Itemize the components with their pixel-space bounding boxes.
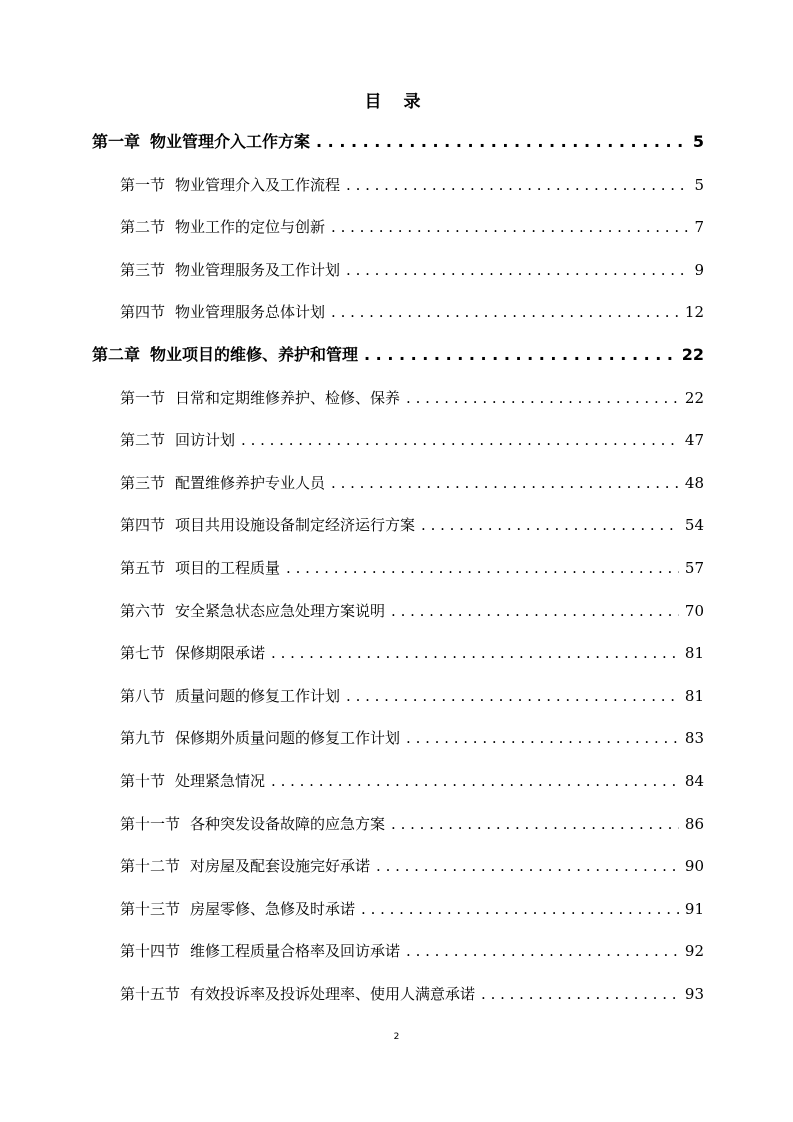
toc-section-entry[interactable] (120, 849, 704, 883)
toc-section-entry[interactable] (120, 721, 704, 755)
toc-entry-page: 83 (684, 729, 704, 748)
toc-entry-page: 22 (684, 388, 704, 407)
toc-section-entry[interactable] (120, 168, 704, 202)
toc-entry-number: 第七节 (120, 644, 166, 663)
toc-entry-title: 维修工程质量合格率及回访承诺 (190, 942, 401, 961)
toc-entry-page: 91 (684, 899, 704, 918)
toc-dot-leader (241, 423, 679, 457)
toc-entry-title: 物业管理介入及工作流程 (175, 175, 341, 194)
toc-chapter-entry[interactable] (92, 338, 704, 372)
toc-entry-number: 第三节 (120, 473, 166, 492)
toc-entry-number: 第一章 (92, 132, 141, 151)
toc-entry-number: 第六节 (120, 601, 166, 620)
toc-entry-number: 第十节 (120, 772, 166, 790)
toc-dot-leader (361, 892, 679, 926)
toc-entry-number: 第十二节 (120, 857, 181, 876)
toc-section-entry[interactable] (120, 381, 704, 415)
toc-entry-title: 物业管理介入工作方案 (150, 132, 311, 151)
toc-entry-number: 第四节 (120, 303, 166, 322)
toc-entry-page: 54 (684, 516, 704, 535)
toc-entry-title: 保修期外质量问题的修复工作计划 (175, 729, 401, 748)
toc-entry-number: 第四节 (120, 516, 166, 535)
toc-dot-leader (346, 679, 679, 713)
toc-entry-number: 第二章 (92, 345, 141, 364)
toc-entry-title: 物业工作的定位与创新 (175, 218, 326, 237)
toc-entry-number: 第十一节 (120, 814, 181, 833)
toc-entry-page: 70 (684, 601, 704, 620)
toc-section-entry[interactable] (120, 253, 704, 287)
toc-dot-leader (331, 210, 688, 244)
toc-entry-page: 12 (684, 303, 704, 322)
toc-section-entry[interactable] (120, 295, 704, 329)
toc-section-entry[interactable] (120, 636, 704, 670)
toc-dot-leader (346, 253, 688, 287)
toc-entry-number: 第十四节 (120, 942, 181, 961)
toc-entry-page: 92 (684, 942, 704, 961)
toc-section-entry[interactable] (120, 210, 704, 244)
toc-dot-leader (391, 807, 679, 841)
toc-title: 目 录 (364, 92, 429, 112)
toc-entry-number: 第二节 (120, 431, 166, 450)
page-number: 2 (393, 1032, 400, 1042)
toc-entry-page: 5 (692, 132, 704, 151)
toc-section-entry[interactable] (120, 934, 704, 968)
toc-section-entry[interactable] (120, 508, 704, 542)
toc-dot-leader (271, 636, 679, 670)
toc-entry-page: 47 (684, 431, 704, 450)
toc-entry-title: 回访计划 (175, 431, 236, 450)
toc-dot-leader (376, 849, 679, 883)
toc-dot-leader (331, 295, 679, 329)
toc-entry-number: 第九节 (120, 729, 166, 748)
toc-entry-title: 各种突发设备故障的应急方案 (190, 814, 386, 833)
toc-dot-leader (331, 466, 679, 500)
toc-section-entry[interactable] (120, 679, 704, 713)
toc-entry-number: 第一节 (120, 388, 166, 407)
toc-dot-leader (391, 594, 679, 628)
toc-entry-title: 物业管理服务总体计划 (175, 303, 326, 322)
toc-entry-title: 保修期限承诺 (175, 644, 266, 663)
toc-entry-page: 81 (684, 686, 704, 705)
toc-entry-page: 84 (684, 772, 704, 790)
toc-entry-title: 物业项目的维修、养护和管理 (150, 345, 359, 364)
toc-section-entry[interactable] (120, 466, 704, 500)
toc-entry-title: 房屋零修、急修及时承诺 (190, 899, 356, 918)
toc-dot-leader (346, 168, 688, 202)
toc-section-entry[interactable] (120, 977, 704, 1011)
toc-entry-page: 57 (684, 559, 704, 577)
toc-entry-page: 9 (694, 260, 704, 279)
toc-dot-leader (406, 381, 679, 415)
toc-entry-title: 安全紧急状态应急处理方案说明 (175, 601, 386, 620)
toc-entry-number: 第十三节 (120, 899, 181, 918)
toc-section-entry[interactable] (120, 551, 704, 585)
toc-entry-title: 配置维修养护专业人员 (175, 473, 326, 492)
toc-entry-number: 第五节 (120, 559, 166, 577)
toc-entry-page: 48 (684, 473, 704, 492)
toc-section-entry[interactable] (120, 807, 704, 841)
toc-section-entry[interactable] (120, 764, 704, 798)
toc-dot-leader (421, 508, 679, 542)
toc-chapter-entry[interactable] (92, 125, 704, 159)
toc-dot-leader (364, 338, 676, 372)
toc-entry-title: 有效投诉率及投诉处理率、使用人满意承诺 (190, 985, 476, 1003)
toc-entry-title: 处理紧急情况 (175, 772, 266, 790)
toc-dot-leader (406, 721, 679, 755)
toc-entry-title: 物业管理服务及工作计划 (175, 260, 341, 279)
toc-entry-number: 第十五节 (120, 985, 181, 1003)
toc-dot-leader (271, 764, 679, 798)
toc-entry-page: 22 (681, 345, 704, 364)
toc-entry-page: 81 (684, 644, 704, 663)
toc-entry-number: 第一节 (120, 175, 166, 194)
toc-entry-title: 对房屋及配套设施完好承诺 (190, 857, 371, 876)
toc-entry-number: 第二节 (120, 218, 166, 237)
toc-dot-leader (316, 125, 687, 159)
toc-dot-leader (286, 551, 679, 585)
toc-entry-title: 日常和定期维修养护、检修、保养 (175, 388, 401, 407)
toc-entry-title: 质量问题的修复工作计划 (175, 686, 341, 705)
toc-section-entry[interactable] (120, 892, 704, 926)
toc-entry-number: 第八节 (120, 686, 166, 705)
toc-entry-title: 项目的工程质量 (175, 559, 281, 577)
toc-entry-page: 7 (694, 218, 704, 237)
toc-entry-page: 5 (694, 175, 704, 194)
toc-entry-page: 93 (684, 985, 704, 1003)
toc-entry-page: 86 (684, 814, 704, 833)
toc-section-entry[interactable] (120, 423, 704, 457)
toc-dot-leader (406, 934, 679, 968)
toc-section-entry[interactable] (120, 594, 704, 628)
toc-entry-page: 90 (684, 857, 704, 876)
toc-entry-title: 项目共用设施设备制定经济运行方案 (175, 516, 416, 535)
toc-dot-leader (481, 977, 679, 1011)
toc-entry-number: 第三节 (120, 260, 166, 279)
